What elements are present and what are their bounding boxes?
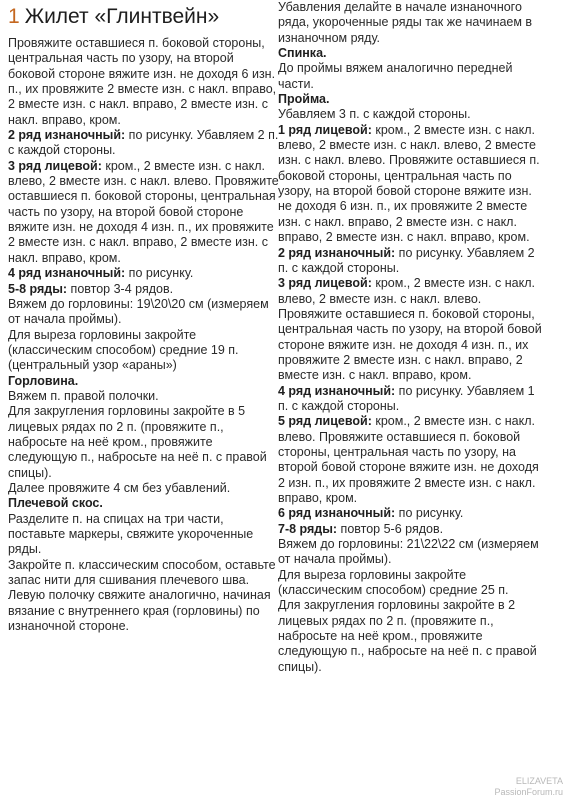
paragraph-text: по рисунку. Убавляем 2 п. с каждой стороны. [8, 128, 279, 158]
paragraph [8, 404, 280, 481]
paragraph [8, 496, 280, 511]
paragraph-heading: 7-8 ряды: [278, 521, 338, 536]
title-number: 1 [8, 5, 20, 28]
paragraph-text: повтор 5-6 рядов. [337, 521, 444, 536]
paragraph-text: по рисунку. Убавляем 2 п. с каждой стороны. [278, 245, 535, 275]
paragraph-heading: 1 ряд лицевой: [278, 122, 372, 137]
paragraph [278, 246, 548, 277]
paragraph-heading: 4 ряд изнаночный: [8, 266, 126, 281]
paragraph-text: Закройте п. классическим способом, оставьте запас нити для сшивания плечевого шва. [8, 557, 276, 588]
paragraph [8, 128, 280, 159]
paragraph [278, 522, 548, 537]
paragraph [278, 568, 548, 599]
paragraph-text: Для закругления горловины закройте в 2 лицевых рядах по 2 п. (провяжите п., набросьте на неё кром., провяжите следующую п., набросьте на неё п. с правой спицы). [278, 598, 537, 674]
paragraph [278, 506, 548, 521]
paragraph [8, 328, 280, 374]
paragraph [278, 414, 548, 506]
paragraph-heading: 5 ряд лицевой: [278, 414, 372, 429]
paragraph [8, 159, 280, 266]
paragraph-text: кром., 2 вместе изн. с накл. влево. Провяжите оставшиеся п. боковой стороны, центральная часть по узору, на второй бовой стороне вяжите изн. не доходя 2 изн. п., их провяжите 2 вместе изн. с накл. вправо, кром. [278, 414, 539, 505]
watermark-author: ELIZAVETA [515, 776, 563, 786]
paragraph-text: Для выреза горловины закройте (классическим способом) средние 25 п. [278, 567, 509, 598]
paragraph [278, 537, 548, 568]
paragraph [278, 384, 548, 415]
paragraph-heading: 2 ряд изнаночный: [8, 128, 126, 143]
paragraph-text: Для выреза горловины закройте (классическим способом) средние 19 п. (центральный узор «араны») [8, 327, 239, 373]
paragraph-text: Провяжите оставшиеся п. боковой стороны, центральная часть по узору, на второй боковой стороне вяжите изн. не доходя 6 изн. п., их провяжите 2 вместе изн. с накл. вправо, 2 вместе изн. с накл. вправо, 2 вместе изн. с накл. вправо, кром. [8, 36, 277, 127]
paragraph [278, 92, 548, 107]
paragraph [8, 297, 280, 328]
paragraph-text: Вяжем до горловины: 19\20\20 см (измеряем от начала проймы). [8, 296, 269, 327]
paragraph-heading: 3 ряд лицевой: [8, 158, 102, 173]
paragraph [278, 0, 548, 46]
paragraph-text: кром., 2 вместе изн. с накл. влево, 2 вместе изн. с накл. влево. Провяжите оставшиеся п. боковой стороны, центральная часть по узору, на второй бовой стороне вяжите изн. не доходя 4 изн. п., их провяжите 2 вместе изн. с накл. вправо, 2 вместе изн. с накл. вправо, кром. [278, 276, 542, 383]
paragraph [8, 512, 280, 558]
paragraph [8, 389, 280, 404]
paragraph [8, 36, 280, 128]
paragraph [8, 481, 280, 496]
paragraph-text: До проймы вяжем аналогично передней части. [278, 61, 513, 91]
paragraph-heading: 4 ряд изнаночный: [278, 383, 396, 398]
paragraph-text: Убавляем 3 п. с каждой стороны. [278, 107, 471, 122]
paragraph-text: Для закругления горловины закройте в 5 лицевых рядах по 2 п. (провяжите п., набросьте на неё кром., провяжите следующую п., набросьте на неё п. с правой спицы). [8, 404, 267, 480]
paragraph-text: Вяжем п. правой полочки. [8, 388, 159, 403]
paragraph [8, 282, 280, 297]
watermark-site: PassionForum.ru [494, 787, 563, 797]
paragraph-text: по рисунку. [395, 506, 464, 521]
paragraph [278, 598, 548, 675]
paragraph-text: кром., 2 вместе изн. с накл. влево, 2 вместе изн. с накл. влево, 2 вместе изн. с накл. влево. Провяжите оставшиеся п. боковой стороны, центральная часть по узору, на второй бовой стороне вяжите изн. не доходя 6 изн. п., их провяжите 2 вместе изн. с накл. вправо, 2 вместе изн. с накл. вправо, 2 вместе изн. с накл. вправо, кром. [278, 122, 540, 245]
paragraph [278, 46, 548, 61]
paragraph-heading: 5-8 ряды: [8, 281, 68, 296]
paragraph-text: кром., 2 вместе изн. с накл. влево, 2 вместе изн. с накл. влево. Провяжите оставшиеся п. боковой стороны, центральная часть по узору, на второй бовой стороне вяжите изн. не доходя 4 изн. п., их провяжите 2 вместе изн. с накл. вправо, 2 вместе изн. с накл. вправо, кром. [8, 158, 279, 265]
paragraph [278, 123, 548, 246]
paragraph [8, 558, 280, 589]
right-text-column [278, 0, 548, 800]
paragraph-heading: Плечевой скос. [8, 496, 103, 511]
paragraph-text: Убавления делайте в начале изнаночного ряда, укороченные ряды так же начинаем в изнаночном ряду. [278, 0, 533, 45]
paragraph [278, 276, 548, 383]
paragraph-heading: 2 ряд изнаночный: [278, 245, 396, 260]
paragraph-heading: 3 ряд лицевой: [278, 276, 372, 291]
paragraph [278, 107, 548, 122]
paragraph-text: по рисунку. [125, 266, 194, 281]
paragraph [8, 588, 280, 634]
watermark [494, 776, 563, 798]
paragraph-text: Разделите п. на спицах на три части, поставьте маркеры, свяжите укороченные ряды. [8, 511, 254, 557]
paragraph-text: Далее провяжите 4 см без убавлений. [8, 480, 231, 495]
paragraph [8, 374, 280, 389]
paragraph-text: Левую полочку свяжите аналогично, начиная вязание с внутреннего края (горловины) по изнаночной стороне. [8, 588, 271, 634]
paragraph [278, 61, 548, 92]
title-text: Жилет «Глинтвейн» [24, 5, 220, 28]
paragraph-text: Вяжем до горловины: 21\22\22 см (измеряем от начала проймы). [278, 537, 539, 567]
paragraph [8, 266, 280, 281]
paragraph-heading: 6 ряд изнаночный: [278, 506, 396, 521]
paragraph-text: по рисунку. Убавляем 1 п. с каждой стороны. [278, 383, 535, 413]
paragraph-heading: Горловина. [8, 373, 79, 388]
paragraph-heading: Спинка. [278, 46, 327, 61]
paragraph-text: повтор 3-4 рядов. [67, 281, 174, 296]
document-title [8, 2, 219, 32]
paragraph-heading: Пройма. [278, 92, 330, 107]
left-text-column [8, 36, 280, 800]
